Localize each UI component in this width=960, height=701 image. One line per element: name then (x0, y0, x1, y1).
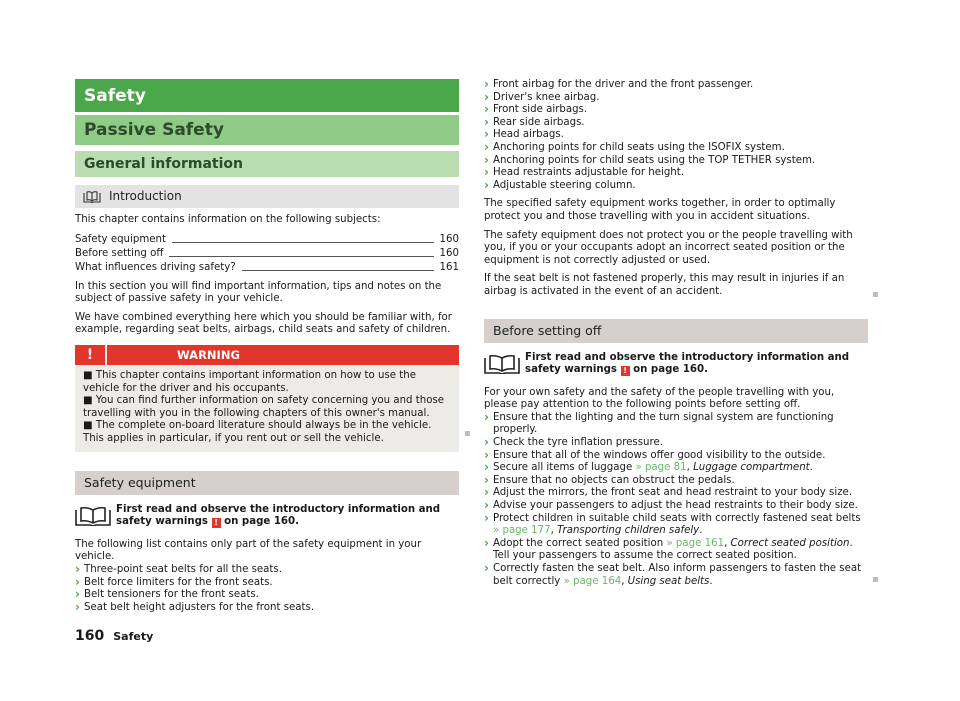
safety-equipment-heading: Safety equipment (75, 471, 459, 495)
list-item: › Anchoring points for child seats using the TOP TETHER system. (484, 155, 868, 168)
list-item-text: Check the tyre inflation pressure. (493, 437, 663, 449)
warning-title: WARNING (107, 345, 459, 365)
footer-section: Safety (113, 630, 154, 643)
read-first-ref[interactable]: on page 160. (224, 516, 299, 528)
toc-page: 161 (439, 262, 459, 273)
before-setting-off-heading: Before setting off (484, 319, 868, 343)
list-item: › Head airbags. (484, 129, 868, 142)
paragraph: The following list contains only part of the safety equipment in your vehicle. (75, 538, 422, 563)
list-item (484, 538, 868, 563)
toc-page: 160 (439, 234, 459, 245)
list-item: › Driver's knee airbag. (484, 92, 868, 105)
right-column (484, 79, 868, 588)
end-marker (873, 577, 878, 582)
separator: , (550, 525, 558, 537)
list-item (484, 475, 868, 488)
read-first-note (484, 352, 868, 377)
list-item (484, 513, 868, 538)
ref-title: Correct seated position (730, 537, 850, 549)
warning-box (75, 345, 459, 452)
toc-label: Before setting off (75, 248, 164, 259)
warning-item: ■ This chapter contains important information on how to use the vehicle for the driver and his occupants. (83, 369, 416, 394)
warning-icon: ! (212, 518, 221, 528)
subsection-title: General information (75, 151, 459, 177)
list-item: › Front side airbags. (484, 104, 868, 117)
separator: , (686, 462, 694, 474)
toc-page: 160 (439, 248, 459, 259)
page-ref-link[interactable]: » page 161 (666, 537, 725, 549)
end-marker (465, 431, 470, 436)
read-first-note (75, 504, 459, 529)
list-item (484, 437, 868, 450)
list-item: › Adjustable steering column. (484, 180, 868, 193)
intro-text: This chapter contains information on the following subjects: (75, 214, 381, 225)
warning-icon: ! (75, 345, 105, 365)
list-item (484, 450, 868, 463)
paragraph: The specified safety equipment works together, in order to optimally protect you and those travelling with you in accident situations. (484, 198, 836, 222)
page-ref-link[interactable]: » page 81 (635, 462, 687, 474)
table-of-contents (75, 233, 459, 275)
warning-item: ■ You can find further information on safety concerning you and those travelling with you in the following chapters of this owner's manual. (83, 395, 445, 419)
list-item-end: . (699, 525, 703, 537)
paragraph: We have combined everything here which you should be familiar with, for example, regarding seat belts, airbags, child seats and safety of children. (75, 311, 452, 336)
list-item (484, 500, 868, 513)
paragraph: If the seat belt is not fastened properly, this may result in injuries if an airbag is activated in the event of an accident. (484, 273, 845, 297)
page-footer (75, 628, 153, 644)
toc-entry[interactable] (75, 233, 459, 247)
list-item-text: Ensure that no objects can obstruct the pedals. (493, 474, 735, 486)
page-number: 160 (75, 628, 105, 644)
list-item: › Belt force limiters for the front seats. (75, 577, 459, 590)
read-first-ref[interactable]: on page 160. (633, 364, 708, 376)
warning-icon: ! (621, 366, 630, 376)
introduction-label: Introduction (109, 189, 182, 203)
list-item-text: Adopt the correct seated position (493, 537, 667, 549)
list-item-text: Ensure that the lighting and the turn signal system are functioning properly. (493, 411, 834, 436)
list-item-text: Correctly fasten the seat belt. Also inform passengers to fasten the seat belt correctly (493, 563, 862, 587)
equipment-list-continued (484, 79, 868, 192)
ref-title: Luggage compartment (693, 462, 810, 474)
toc-entry[interactable] (75, 261, 459, 275)
list-item: › Anchoring points for child seats using the ISOFIX system. (484, 142, 868, 155)
paragraph: The safety equipment does not protect you or the people travelling with you, if you or your occupants adopt an incorrect seated position or the equipment is not correctly adjusted or used. (484, 229, 853, 266)
list-item: › Rear side airbags. (484, 117, 868, 130)
before-setting-off-list (484, 412, 868, 588)
list-item (484, 412, 868, 437)
list-item: › Belt tensioners for the front seats. (75, 589, 459, 602)
ref-title: Transporting children safely (557, 525, 700, 537)
list-item-text: Ensure that all of the windows offer good visibility to the outside. (493, 449, 826, 461)
list-item-text: Secure all items of luggage (493, 462, 636, 474)
separator: , (724, 537, 731, 549)
list-item (484, 563, 868, 588)
list-item-text: Protect children in suitable child seats with correctly fastened seat belts (493, 512, 861, 524)
list-item: › Head restraints adjustable for height. (484, 167, 868, 180)
introduction-heading (75, 185, 459, 208)
book-icon (75, 506, 111, 526)
page-ref-link[interactable]: » page 177 (493, 525, 551, 537)
read-first-text: First read and observe the introductory information and safety warnings (525, 351, 850, 376)
list-item (484, 462, 868, 475)
list-item: › Front airbag for the driver and the front passenger. (484, 79, 868, 92)
toc-leader (169, 256, 433, 257)
warning-item: ■ The complete on-board literature should always be in the vehicle. This applies in particular, if you rent out or sell the vehicle. (83, 420, 432, 444)
end-marker (873, 292, 878, 297)
toc-leader (172, 242, 434, 243)
list-item-end: . Tell your passengers to assume the correct seated position. (493, 537, 853, 562)
book-icon (83, 191, 101, 203)
list-item-text: Adjust the mirrors, the front seat and head restraint to your body size. (493, 487, 853, 499)
page-ref-link[interactable]: » page 164 (563, 575, 622, 587)
equipment-list (75, 564, 459, 614)
list-item-end: . (709, 575, 713, 587)
left-column (75, 79, 459, 614)
toc-label: Safety equipment (75, 234, 166, 245)
toc-entry[interactable] (75, 247, 459, 261)
read-first-text: First read and observe the introductory information and safety warnings (116, 503, 441, 528)
list-item: › Three-point seat belts for all the seats. (75, 564, 459, 577)
book-icon (484, 354, 520, 374)
separator: , (621, 575, 628, 587)
list-item-text: Advise your passengers to adjust the head restraints to their body size. (493, 500, 858, 512)
section-title: Passive Safety (75, 115, 459, 145)
paragraph: In this section you will find important information, tips and notes on the subject of passive safety in your vehicle. (75, 280, 442, 305)
chapter-title: Safety (75, 79, 459, 112)
paragraph: For your own safety and the safety of the people travelling with you, please pay attention to the following points before setting off. (484, 386, 835, 411)
list-item: › Seat belt height adjusters for the front seats. (75, 602, 459, 615)
toc-leader (242, 270, 434, 271)
ref-title: Using seat belts (627, 575, 710, 587)
list-item-end: . (809, 462, 813, 474)
toc-label: What influences driving safety? (75, 262, 236, 273)
list-item (484, 487, 868, 500)
